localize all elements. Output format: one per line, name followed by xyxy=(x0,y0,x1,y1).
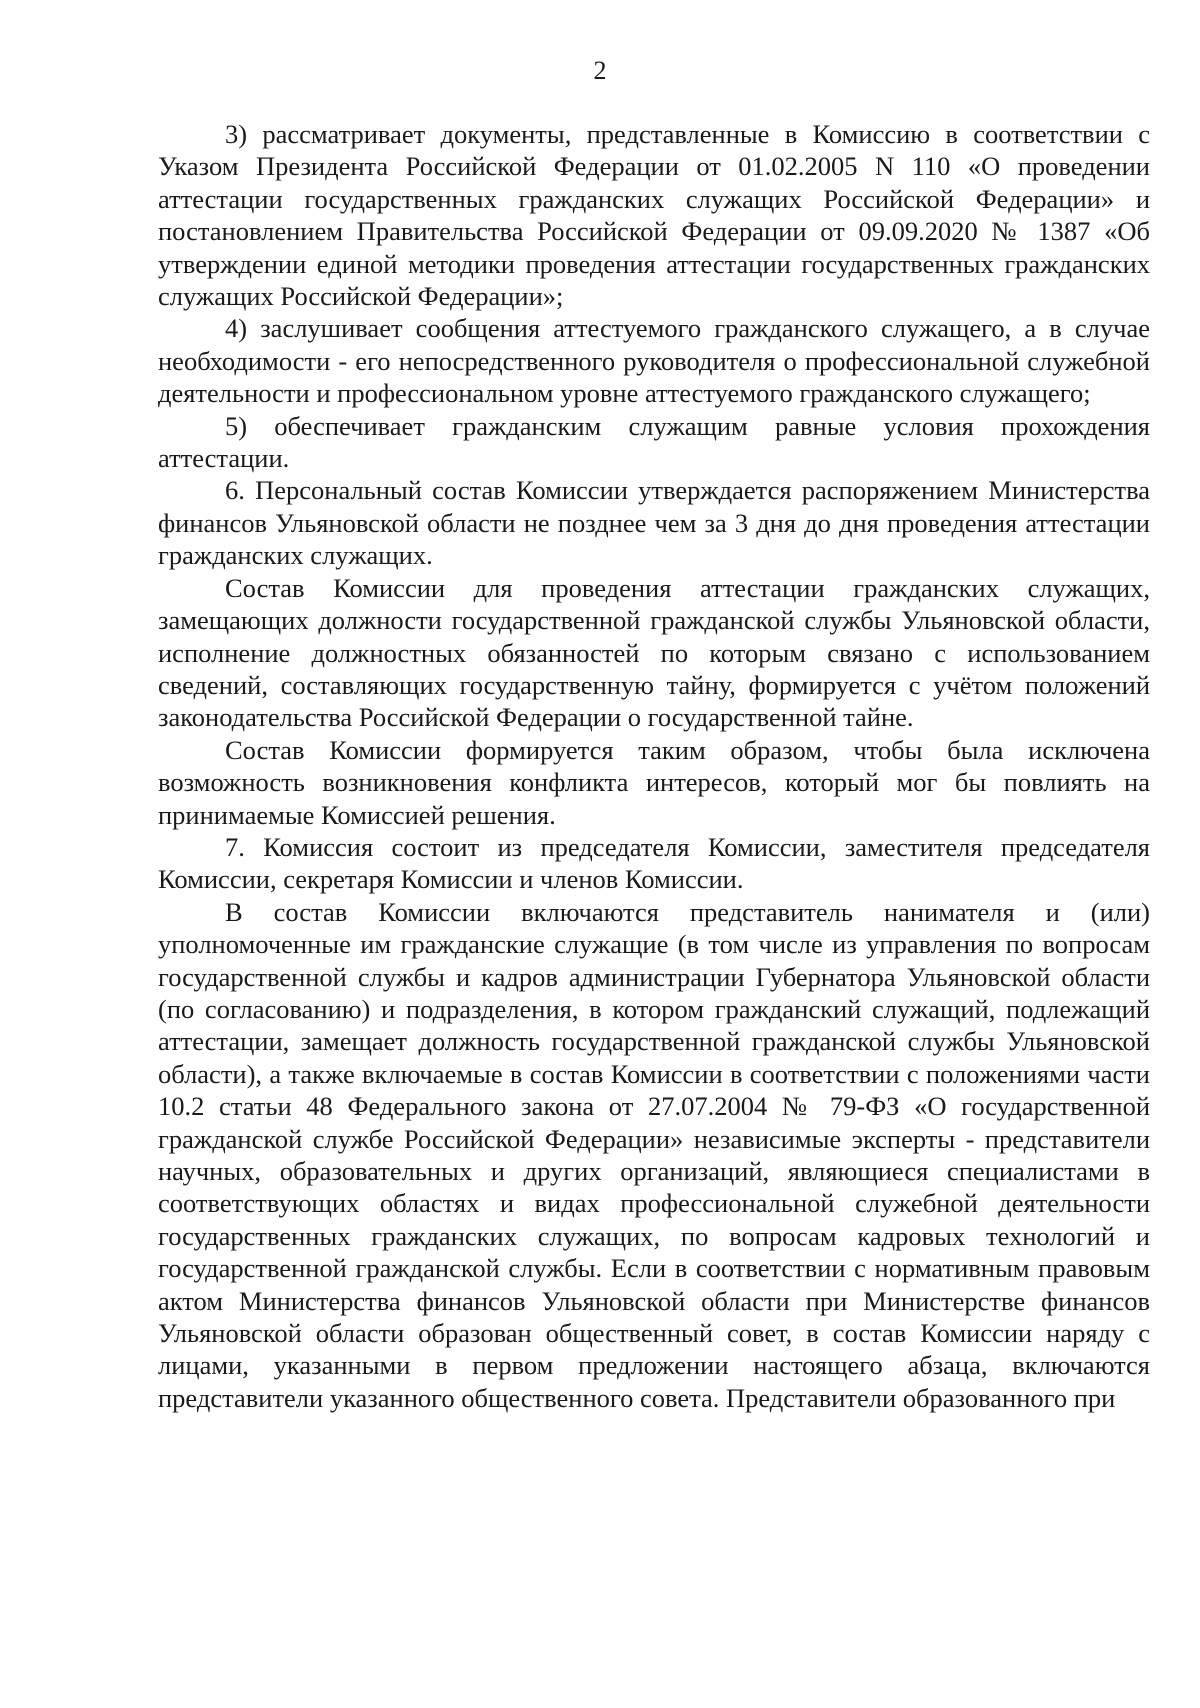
document-body xyxy=(158,118,1150,1414)
paragraph-commission-members: В состав Комиссии включаются представитель нанимателя и (или) уполномоченные им гражданские служащие (в том числе из управления по вопросам государственной службы и кадров администрации Губернатора Ульяновской области (по согласованию) и подразделения, в котором гражданский служащий, подлежащий аттестации, замещает должность государственной гражданской службы Ульяновской области), а также включаемые в состав Комиссии в соответствии с положениями части 10.2 статьи 48 Федерального закона от 27.07.2004 № 79-ФЗ «О государственной гражданской службе Российской Федерации» независимые эксперты - представители научных, образовательных и других организаций, являющиеся специалистами в соответствующих областях и видах профессиональной служебной деятельности государственных гражданских служащих, по вопросам кадровых технологий и государственной гражданской службы. Если в соответствии с нормативным правовым актом Министерства финансов Ульяновской области при Министерстве финансов Ульяновской области образован общественный совет, в состав Комиссии наряду с лицами, указанными в первом предложении настоящего абзаца, включаются представители указанного общественного совета. Представители образованного при xyxy=(158,896,1150,1413)
paragraph-item-4: 4) заслушивает сообщения аттестуемого гражданского служащего, а в случае необходимости - его непосредственного руководителя о профессиональной служебной деятельности и профессиональном уровне аттестуемого гражданского служащего; xyxy=(158,313,1150,409)
paragraph-conflict-of-interest: Состав Комиссии формируется таким образом, чтобы была исключена возможность возникновения конфликта интересов, который мог бы повлиять на принимаемые Комиссией решения. xyxy=(158,734,1150,830)
paragraph-item-5: 5) обеспечивает гражданским служащим равные условия прохождения аттестации. xyxy=(158,410,1150,474)
paragraph-section-6: 6. Персональный состав Комиссии утверждается распоряжением Министерства финансов Ульяновской области не позднее чем за 3 дня до дня проведения аттестации гражданских служащих. xyxy=(158,475,1150,571)
paragraph-item-3: 3) рассматривает документы, представленные в Комиссию в соответствии с Указом Президента Российской Федерации от 01.02.2005 N 110 «О проведении аттестации государственных гражданских служащих Российской Федерации» и постановлением Правительства Российской Федерации от 09.09.2020 № 1387 «Об утверждении единой методики проведения аттестации государственных гражданских служащих Российской Федерации»; xyxy=(158,119,1150,312)
page-number: 2 xyxy=(593,56,607,85)
paragraph-secrecy-composition: Состав Комиссии для проведения аттестации гражданских служащих, замещающих должности государственной гражданской службы Ульяновской области, исполнение должностных обязанностей по которым связано с использованием сведений, составляющих государственную тайну, формируется с учётом положений законодательства Российской Федерации о государственной тайне. xyxy=(158,572,1150,733)
paragraph-section-7: 7. Комиссия состоит из председателя Комиссии, заместителя председателя Комиссии, секретаря Комиссии и членов Комиссии. xyxy=(158,831,1150,895)
